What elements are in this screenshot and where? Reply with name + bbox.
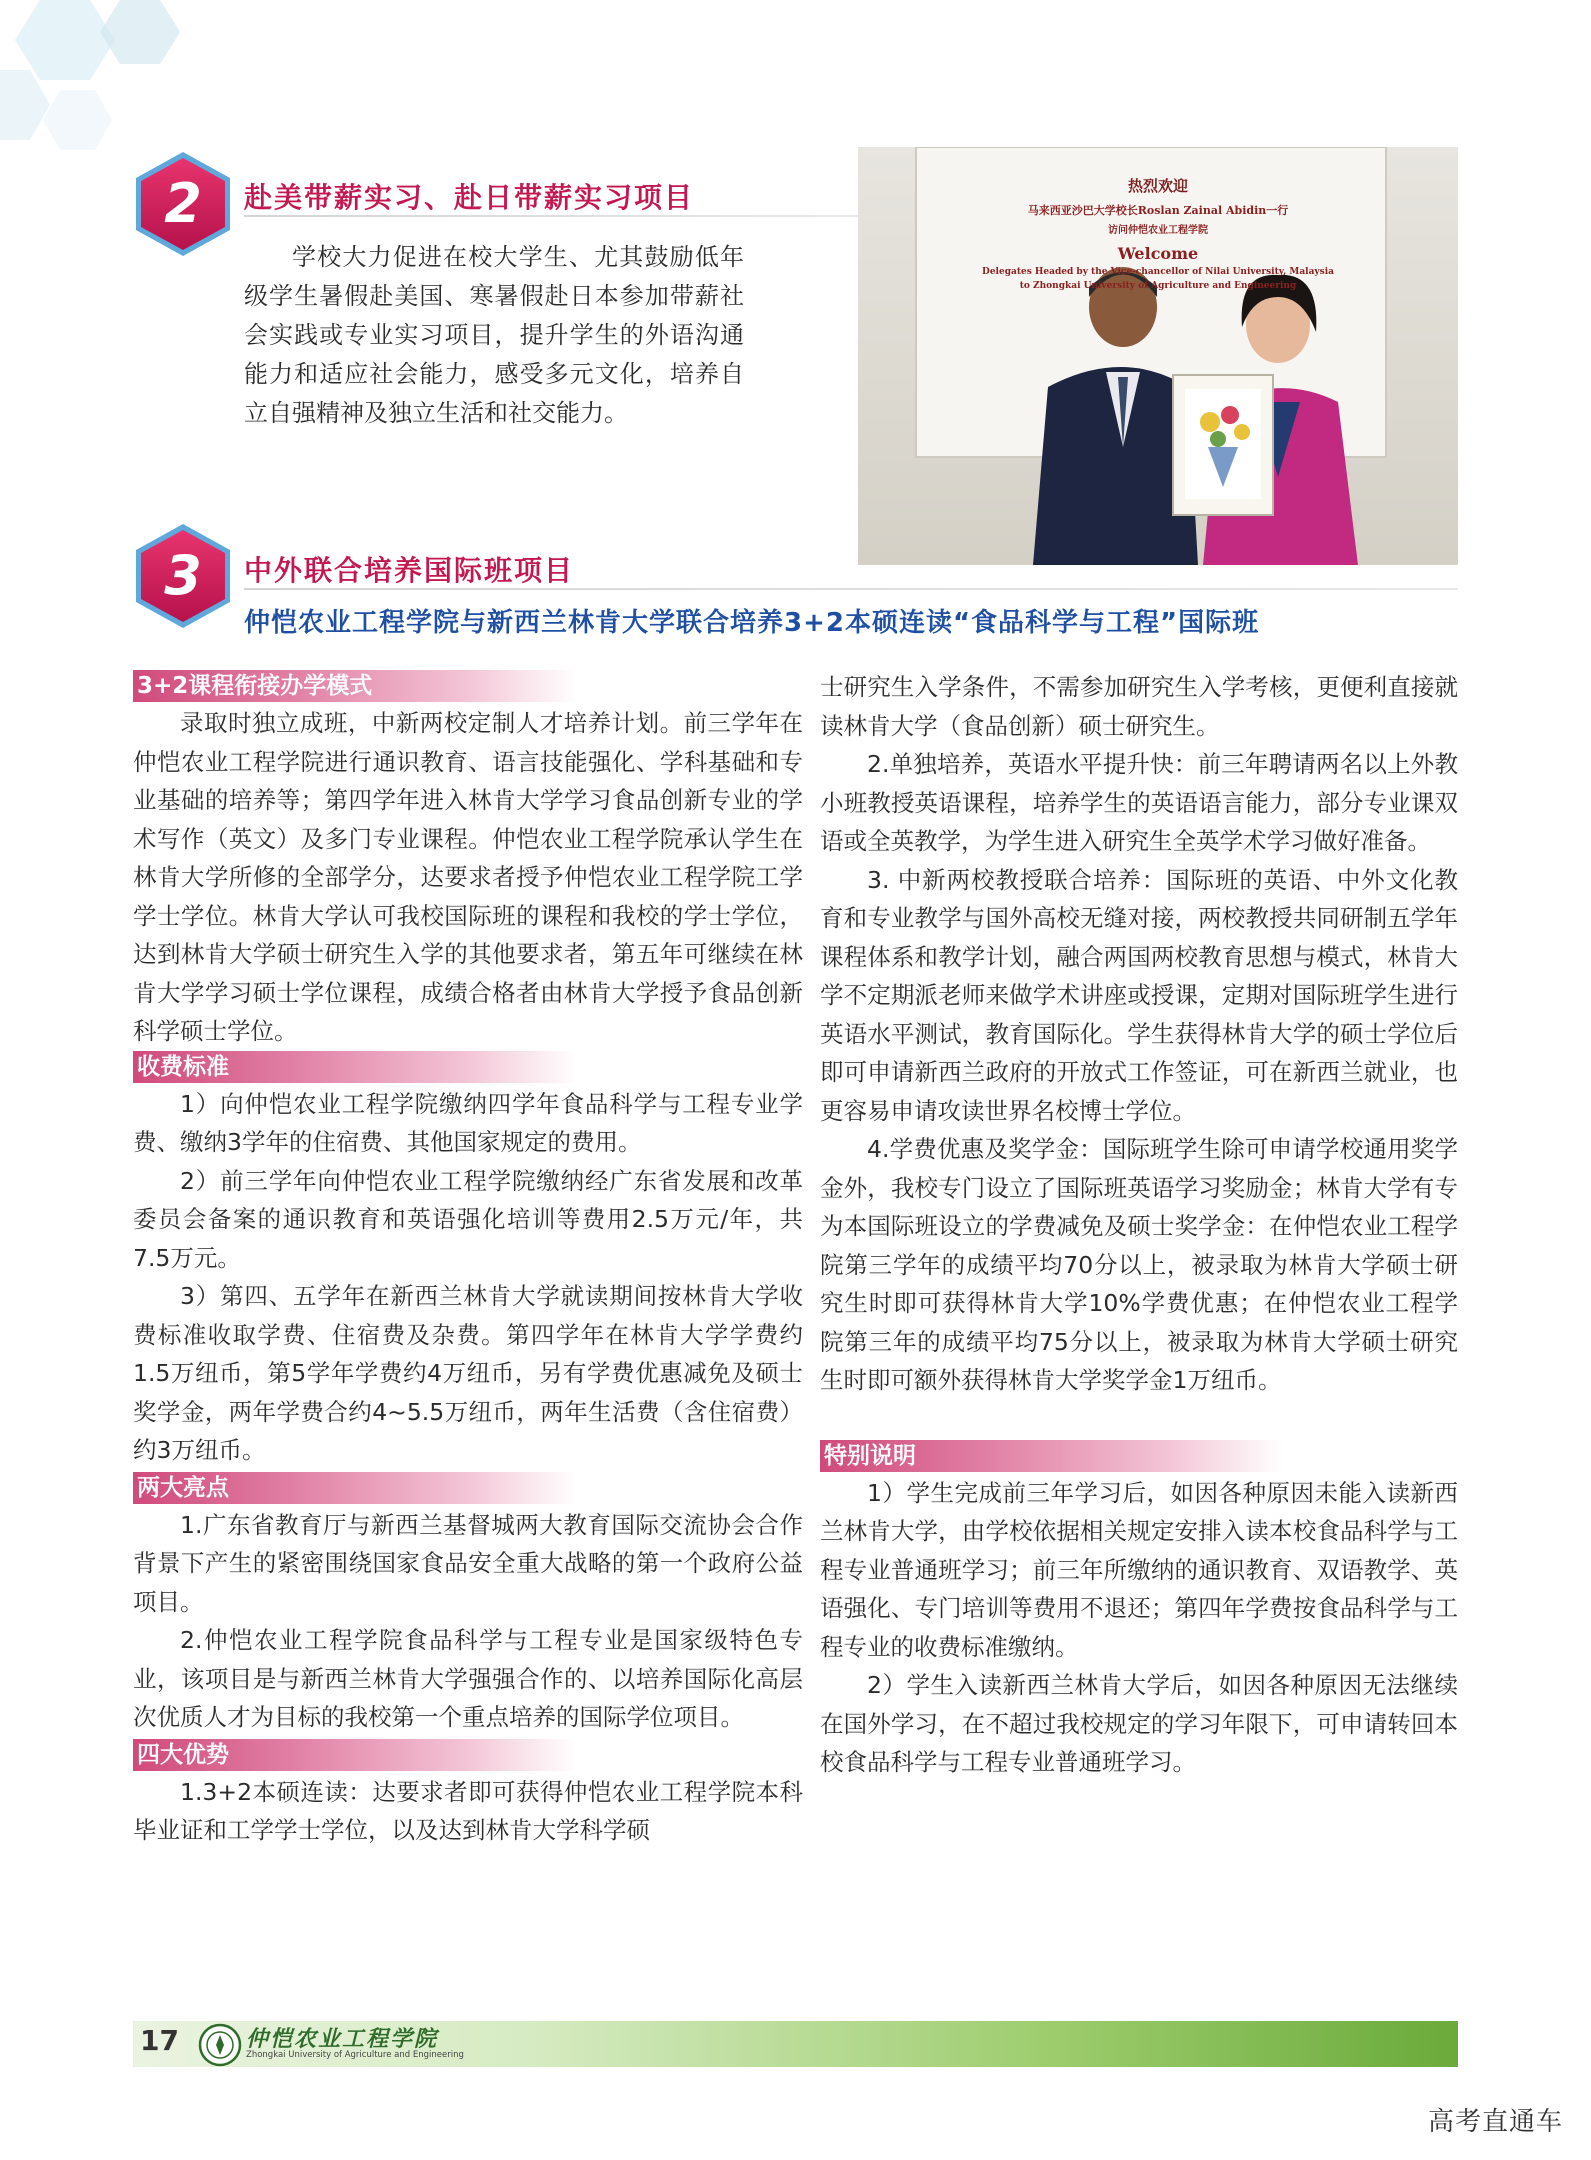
section-3-number: 3 [164,543,202,607]
label-fee: 收费标准 [133,1051,577,1083]
section-2-title: 赴美带薪实习、赴日带薪实习项目 [244,181,695,214]
section-2-divider [244,215,858,217]
label-special: 特别说明 [820,1440,1284,1472]
label-mode: 3+2课程衔接办学模式 [133,670,577,702]
section-3-title: 中外联合培养国际班项目 [244,554,575,587]
advantage-item-2: 2.单独培养，英语水平提升快：前三年聘请两名以上外教小班教授英语课程，培养学生的英语语言能力，部分专业课双语或全英教学，为学生进入研究生全英学术学习做好准备。 [820,750,1458,855]
fee-item-2: 2）前三学年向仲恺农业工程学院缴纳经广东省发展和改革委员会备案的通识教育和英语强化培训等费用2.5万元/年，共7.5万元。 [133,1166,803,1272]
mode-paragraph: 录取时独立成班，中新两校定制人才培养计划。前三学年在仲恺农业工程学院进行通识教育、语言技能强化、学科基础和专业基础的培养等；第四学年进入林肯大学学习食品创新专业的学术写作（英文）及多门专业课程。仲恺农业工程学院承认学生在林肯大学所修的全部学分，达要求者授予仲恺农业工程学院工学学士学位。林肯大学认可我校国际班的课程和我校的学士学位，达到林肯大学硕士研究生入学的其他要求者，第五年可继续在林肯大学学习硕士学位课程，成绩合格者由林肯大学授予食品创新科学硕士学位。 [133,709,803,1045]
highlight-item-1: 1.广东省教育厅与新西兰基督城两大教育国际交流协会合作背景下产生的紧密围绕国家食品安全重大战略的第一个政府公益项目。 [133,1510,803,1616]
special-item-1: 1）学生完成前三年学习后，如因各种原因未能入读新西兰林肯大学，由学校依据相关规定安排入读本校食品科学与工程专业普通班学习；前三年所缴纳的通识教育、双语教学、英语强化、专门培训等费用不退还；第四年学费按食品科学与工程专业的收费标准缴纳。 [820,1478,1458,1661]
footer-school-name-en: Zhongkai University of Agriculture and Engineering [246,2050,464,2060]
welcome-photo [858,147,1458,565]
right-column [820,668,1458,1782]
advantage-item-1-end: 士研究生入学条件，不需参加研究生入学考核，更便利直接就读林肯大学（食品创新）硕士研究生。 [820,673,1458,740]
banner-welcome: 热烈欢迎 [1127,177,1188,195]
left-column [133,668,803,1850]
school-seal-icon [198,2023,242,2067]
section-2-number: 2 [164,171,202,235]
banner-en-title: Welcome [1117,244,1199,263]
watermark: 高考直通车 [1427,2107,1563,2137]
decorative-hexagons [0,0,220,160]
page-number: 17 [140,2024,179,2057]
section-3-divider [244,588,1458,590]
label-advantages: 四大优势 [133,1739,577,1771]
fee-item-1: 1）向仲恺农业工程学院缴纳四学年食品科学与工程专业学费、缴纳3学年的住宿费、其他国家规定的费用。 [133,1089,803,1156]
footer-school-name: 仲恺农业工程学院 [246,2026,439,2052]
fee-item-3: 3）第四、五学年在新西兰林肯大学就读期间按林肯大学收费标准收取学费、住宿费及杂费。第四学年在林肯大学学费约1.5万纽币，第5学年学费约4万纽币，另有学费优惠减免及硕士奖学金，两年学费合约4~5.5万纽币，两年生活费（含住宿费）约3万纽币。 [133,1282,803,1464]
banner-en-line-1: Delegates Headed by the Vice-chancellor of Nilai University, Malaysia [982,267,1334,277]
section-2-intro: 学校大力促进在校大学生、尤其鼓励低年级学生暑假赴美国、寒暑假赴日本参加带薪社会实践或专业实习项目，提升学生的外语沟通能力和适应社会能力，感受多元文化，培养自立自强精神及独立生活和社交能力。 [244,243,744,427]
special-item-2: 2）学生入读新西兰林肯大学后，如因各种原因无法继续在国外学习，在不超过我校规定的学习年限下，可申请转回本校食品科学与工程专业普通班学习。 [820,1671,1458,1776]
section-3-badge [128,520,238,630]
advantage-item-1-start: 1.3+2本硕连读：达要求者即可获得仲恺农业工程学院本科毕业证和工学学士学位，以及达到林肯大学科学硕 [133,1777,803,1844]
highlight-item-2: 2.仲恺农业工程学院食品科学与工程专业是国家级特色专业，该项目是与新西兰林肯大学强强合作的、以培养国际化高层次优质人才为目标的我校第一个重点培养的国际学位项目。 [133,1626,803,1731]
advantage-item-4: 4.学费优惠及奖学金：国际班学生除可申请学校通用奖学金外，我校专门设立了国际班英语学习奖励金；林肯大学有专为本国际班设立的学费减免及硕士奖学金：在仲恺农业工程学院第三学年的成绩平均70分以上，被录取为林肯大学硕士研究生时即可获得林肯大学10%学费优惠；在仲恺农业工程学院第三年的成绩平均75分以上，被录取为林肯大学硕士研究生时即可额外获得林肯大学奖学金1万纽币。 [820,1135,1458,1394]
advantage-item-3: 3. 中新两校教授联合培养：国际班的英语、中外文化教育和专业教学与国外高校无缝对接，两校教授共同研制五学年课程体系和教学计划，融合两国两校教育思想与模式，林肯大学不定期派老师来做学术讲座或授课，定期对国际班学生进行英语水平测试，教育国际化。学生获得林肯大学的硕士学位后即可申请新西兰政府的开放式工作签证，可在新西兰就业，也更容易申请攻读世界名校博士学位。 [820,865,1459,1125]
banner-line-2: 访问仲恺农业工程学院 [1108,225,1208,236]
banner-line-1: 马来西亚沙巴大学校长Roslan Zainal Abidin一行 [1027,204,1289,217]
section-3-subtitle: 仲恺农业工程学院与新西兰林肯大学联合培养3+2本硕连读“食品科学与工程”国际班 [244,608,1260,638]
section-2-badge [128,148,238,258]
label-highlights: 两大亮点 [133,1472,577,1504]
banner-en-line-2: to Zhongkai University of Agriculture and Engineering [1019,281,1297,291]
